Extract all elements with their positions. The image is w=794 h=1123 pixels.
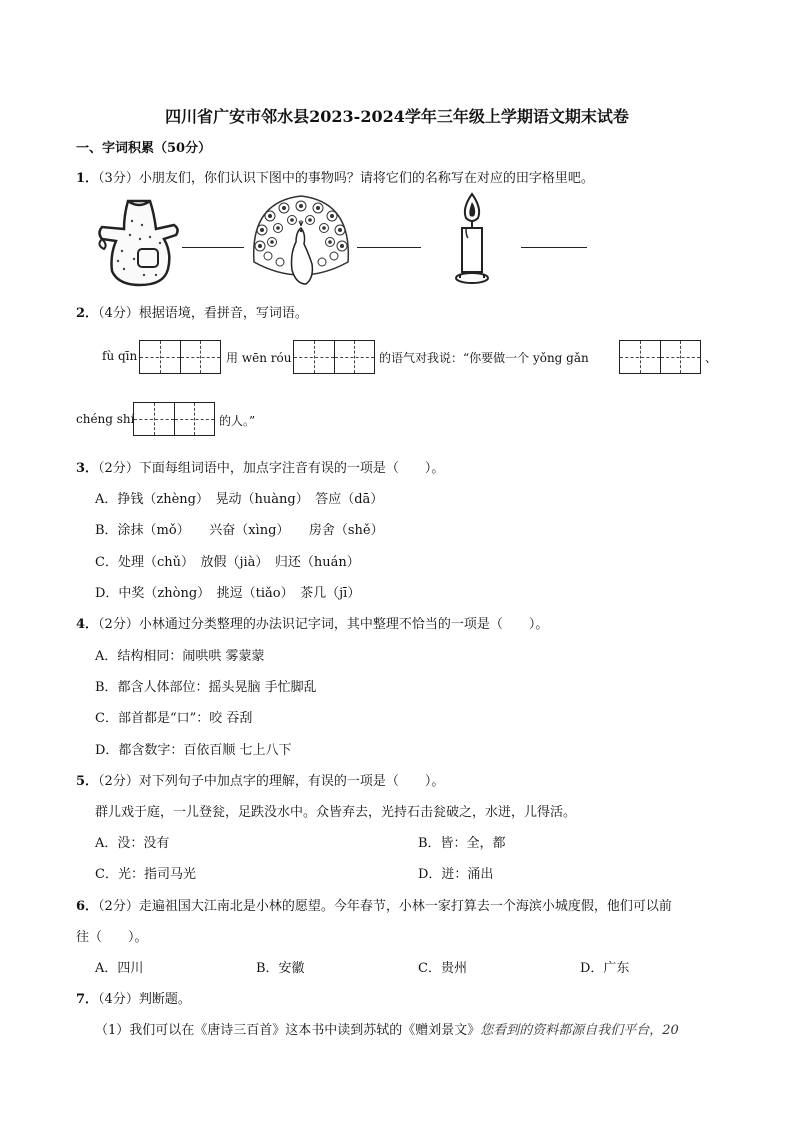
tian-grid[interactable] <box>133 402 215 436</box>
option-c[interactable]: C．部首都是“口”：咬 吞刮 <box>95 711 253 726</box>
question-1 <box>76 167 594 186</box>
question-number: 6． <box>76 899 99 914</box>
comma-text: 、 <box>705 351 718 365</box>
question-2 <box>76 302 308 321</box>
pinyin-yonggan: 的语气对我说：“你要做一个 yǒng gǎn <box>379 351 589 365</box>
question-score: （2分） <box>98 899 139 914</box>
question-text-cont: 往（ ）。 <box>76 930 148 945</box>
tian-grid[interactable] <box>293 340 375 374</box>
option-b[interactable]: B．都含人体部位：摇头晃脑 手忙脚乱 <box>95 680 317 695</box>
option-c[interactable]: C．贵州 <box>418 961 467 976</box>
question-number: 4． <box>76 617 99 632</box>
question-text: 根据语境，看拼音，写词语。 <box>138 306 308 321</box>
option-d[interactable]: D．中奖（zhòng） 挑逗（tiǎo） 茶几（jī） <box>95 586 361 601</box>
question-4 <box>76 613 548 632</box>
passage-text: 群儿戏于庭，一儿登瓮，足跌没水中。众皆弃去，光持石击瓮破之，水迸，儿得活。 <box>95 805 577 820</box>
question-number: 7． <box>76 992 99 1007</box>
question-score: （2分） <box>98 774 139 789</box>
pinyin-chengshi: chéng shí <box>76 412 135 426</box>
watermark-text: 您看到的资料都源自我们平台，20 <box>480 1023 679 1038</box>
question-text: 下面每组词语中，加点字注音有误的一项是（ ）。 <box>138 461 445 476</box>
tian-grid[interactable] <box>619 340 701 374</box>
question-text: 走遍祖国大江南北是小林的愿望。今年春节，小林一家打算去一个海滨小城度假，他们可以前 <box>138 899 672 914</box>
question-7 <box>76 988 191 1007</box>
question-text: 小林通过分类整理的办法识记字词，其中整理不恰当的一项是（ ）。 <box>138 617 549 632</box>
peacock-icon <box>250 192 352 290</box>
option-d[interactable]: D．都含数字：百依百顺 七上八下 <box>95 743 292 758</box>
question-number: 1． <box>76 171 99 186</box>
option-c[interactable]: C．处理（chǔ） 放假（jià） 归还（huán） <box>95 555 360 570</box>
option-b[interactable]: B．安徽 <box>256 961 305 976</box>
page-title: 四川省广安市邻水县2023-2024学年三年级上学期语文期末试卷 <box>165 107 629 126</box>
sentence-end: 的人。” <box>219 414 256 428</box>
question-score: （4分） <box>98 992 139 1007</box>
question-6 <box>76 895 672 914</box>
judge-item-1: （1）我们可以在《唐诗三百首》这本书中读到苏轼的《赠刘景文》您看到的资料都源自我们平台，20 <box>95 1023 679 1038</box>
option-d[interactable]: D．广东 <box>580 961 630 976</box>
pinyin-wenrou: 用 wēn róu <box>226 351 292 365</box>
question-5 <box>76 770 444 789</box>
question-text: 判断题。 <box>138 992 191 1007</box>
question-score: （2分） <box>98 617 139 632</box>
question-number: 3． <box>76 461 99 476</box>
option-a[interactable]: A．没：没有 <box>95 836 170 851</box>
option-a[interactable]: A．四川 <box>95 961 144 976</box>
question-text: 小朋友们，你们认识下图中的事物吗？请将它们的名称写在对应的田字格里吧。 <box>138 171 594 186</box>
section-heading: 一、字词积累（50分） <box>76 141 212 156</box>
option-b[interactable]: B．皆：全，都 <box>418 836 506 851</box>
question-score: （3分） <box>98 171 139 186</box>
option-a[interactable]: A．结构相同：闹哄哄 雾蒙蒙 <box>95 649 265 664</box>
question-number: 2． <box>76 306 99 321</box>
option-b[interactable]: B．涂抹（mǒ） 兴奋（xìng） 房舍（shě） <box>95 523 384 538</box>
question-score: （4分） <box>98 306 139 321</box>
option-a[interactable]: A．挣钱（zhèng） 晃动（huàng） 答应（dā） <box>95 492 384 507</box>
option-d[interactable]: D．迸：涌出 <box>418 867 494 882</box>
tian-grid[interactable] <box>139 340 221 374</box>
question-3 <box>76 457 444 476</box>
pinyin-fuqin: fù qīn <box>102 349 138 363</box>
question-text: 对下列句子中加点字的理解，有误的一项是（ ）。 <box>138 774 445 789</box>
option-c[interactable]: C．光：指司马光 <box>95 867 196 882</box>
question-score: （2分） <box>98 461 139 476</box>
apron-icon <box>94 195 182 289</box>
question-number: 5． <box>76 774 99 789</box>
candle-icon <box>452 192 492 288</box>
